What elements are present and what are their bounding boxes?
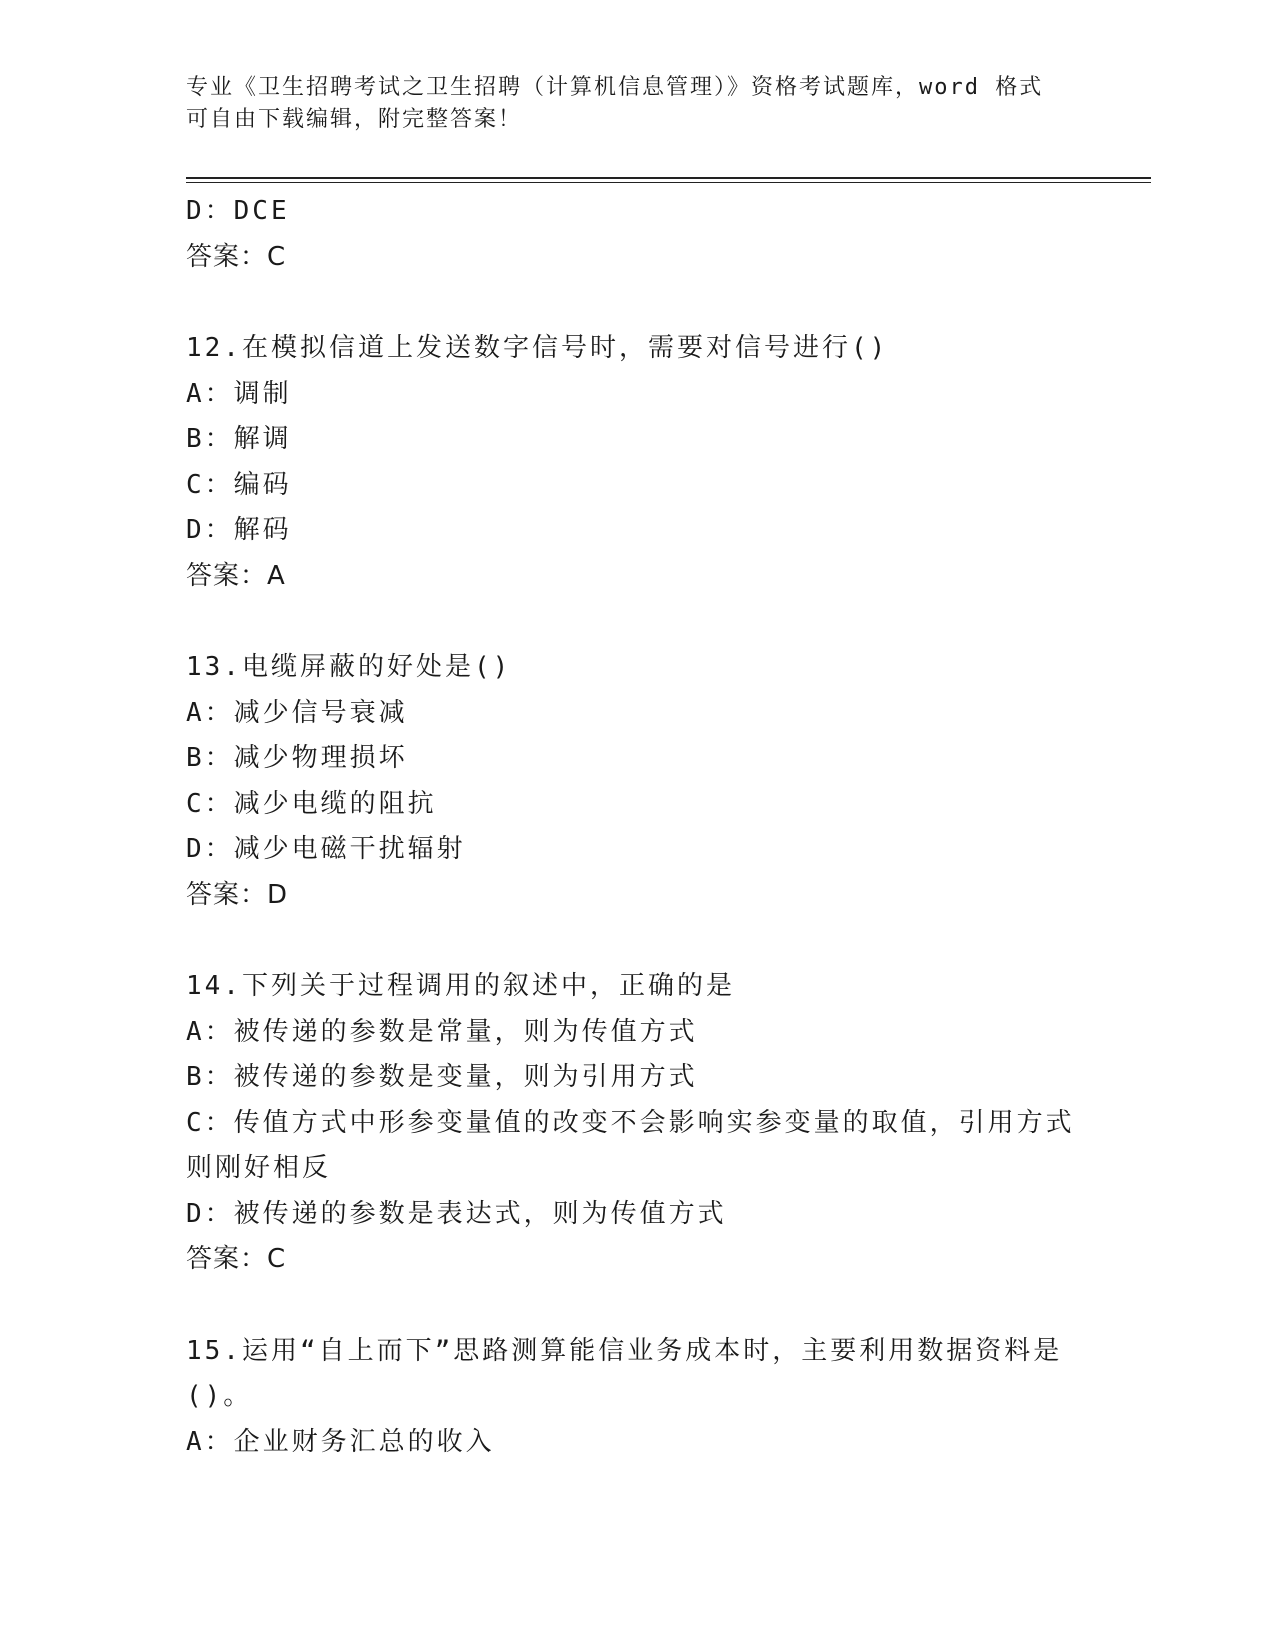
answer-line: 答案：C (186, 241, 287, 272)
question-13 (186, 645, 1076, 918)
document-header (186, 72, 1086, 136)
option-d: D：被传递的参数是表达式，则为传值方式 (186, 1198, 727, 1229)
spacer (186, 599, 1076, 645)
option-b: B：解调 (186, 424, 292, 454)
option-b: B：减少物理损坏 (186, 743, 408, 773)
option-d: D：减少电磁干扰辐射 (186, 834, 466, 864)
option-c: C：传值方式中形参变量值的改变不会影响实参变量的取值，引用方式则刚好相反 (186, 1107, 1075, 1183)
question-15 (186, 1329, 1076, 1466)
header-line-2: 可自由下载编辑，附完整答案！ (186, 107, 523, 132)
header-divider-thin (186, 182, 1151, 183)
option-a: A：企业财务汇总的收入 (186, 1426, 495, 1457)
answer-line: 答案：A (186, 560, 286, 591)
option-b: B：被传递的参数是变量，则为引用方式 (186, 1062, 698, 1092)
option-a: A：被传递的参数是常量，则为传值方式 (186, 1016, 698, 1047)
question-stem: 15.运用“自上而下”思路测算能信业务成本时，主要利用数据资料是()。 (186, 1335, 1063, 1411)
header-line-1: 专业《卫生招聘考试之卫生招聘（计算机信息管理）》资格考试题库，word 格式 (186, 75, 1044, 100)
question-stem: 13.电缆屏蔽的好处是() (186, 652, 512, 682)
option-a: A：减少信号衰减 (186, 697, 408, 728)
spacer (186, 918, 1076, 964)
question-stem: 12.在模拟信道上发送数字信号时，需要对信号进行() (186, 333, 889, 363)
answer-line: 答案：D (186, 879, 289, 910)
question-stem: 14.下列关于过程调用的叙述中，正确的是 (186, 971, 735, 1001)
option-a: A：调制 (186, 378, 292, 409)
question-list (186, 189, 1076, 1465)
previous-question-tail (186, 189, 1076, 280)
question-14 (186, 964, 1076, 1283)
option-c: C：编码 (186, 469, 292, 500)
option-d: D：DCE (186, 196, 290, 226)
option-c: C：减少电缆的阻抗 (186, 788, 437, 819)
header-divider-thick (186, 177, 1151, 179)
spacer (186, 1283, 1076, 1329)
answer-line: 答案：C (186, 1244, 287, 1274)
option-d: D：解码 (186, 515, 292, 545)
question-12 (186, 326, 1076, 599)
spacer (186, 280, 1076, 326)
